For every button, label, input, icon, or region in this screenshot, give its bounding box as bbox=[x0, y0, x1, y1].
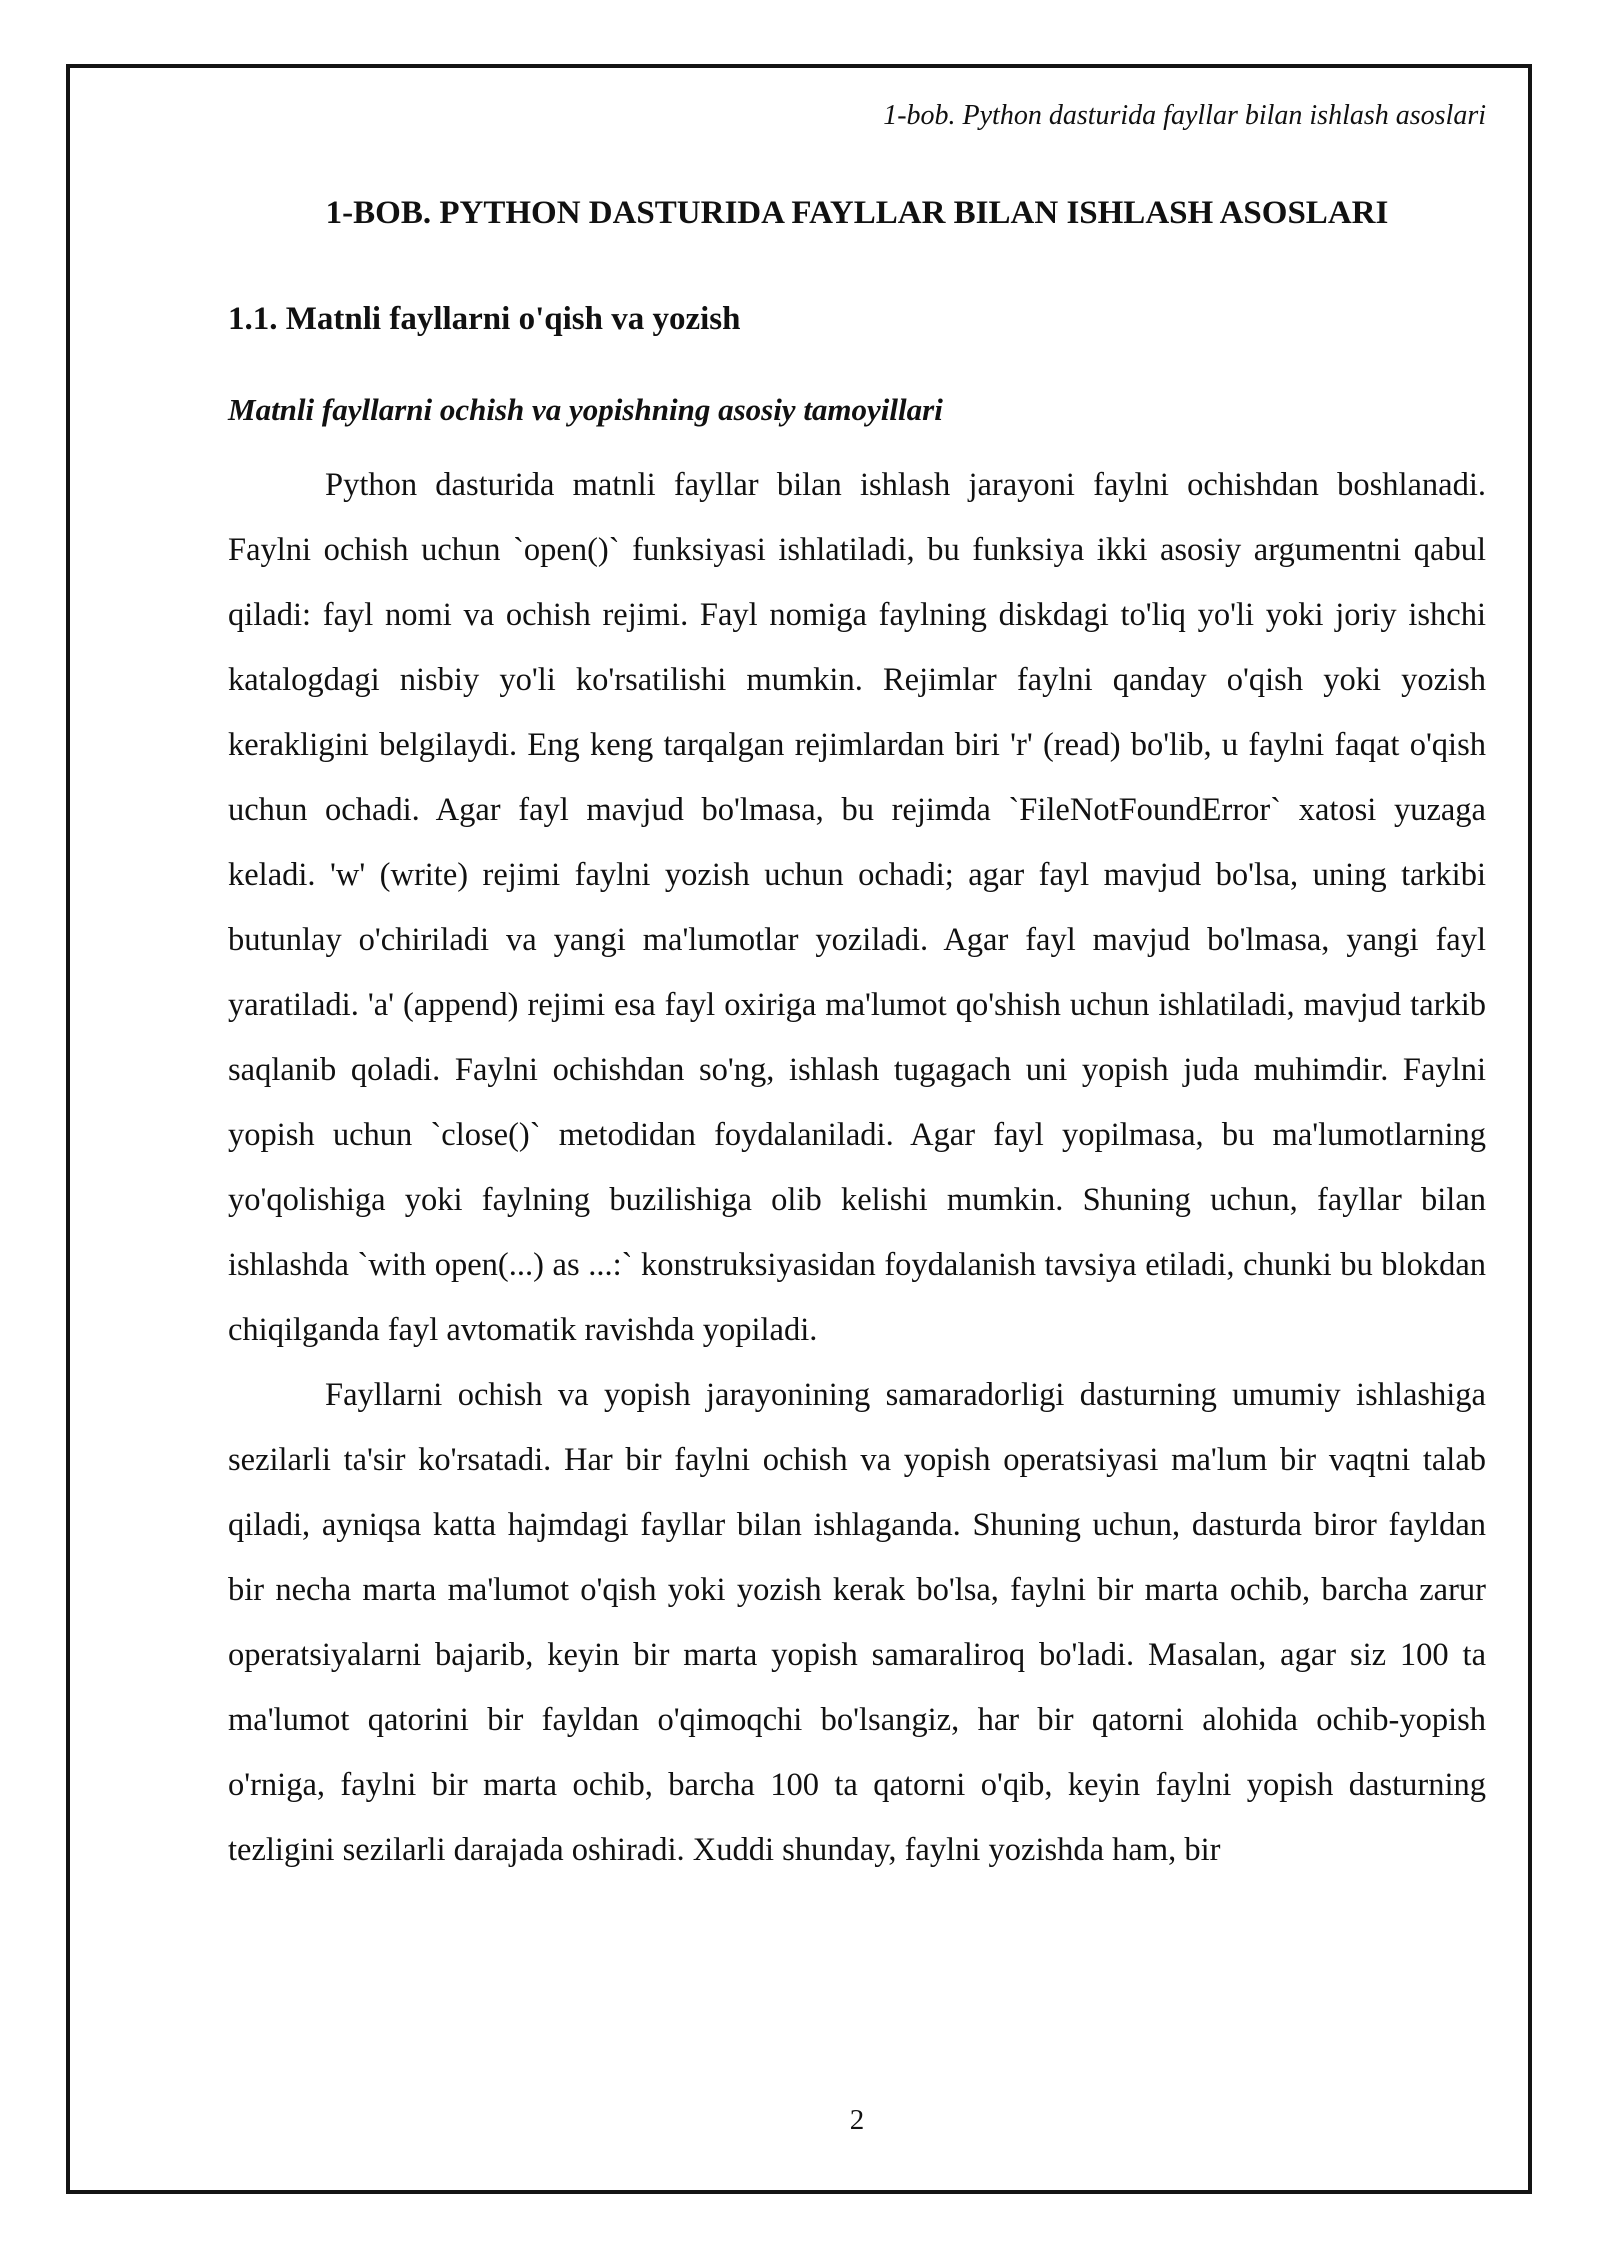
paragraph-2: Fayllarni ochish va yopish jarayonining samaradorligi dasturning umumiy ishlashiga sezilarli ta'sir ko'rsatadi. Har bir faylni ochish va yopish operatsiyasi ma'lum bir vaqtni talab qiladi, ayniqsa katta hajmdagi fayllar bilan ishlaganda. Shuning uchun, dasturda biror fayldan bir necha marta ma'lumot o'qish yoki yozish kerak bo'lsa, faylni bir marta ochib, barcha zarur operatsiyalarni bajarib, keyin bir marta yopish samaraliroq bo'ladi. Masalan, agar siz 100 ta ma'lumot qatorini bir fayldan o'qimoqchi bo'lsangiz, har bir qatorni alohida ochib-yopish o'rniga, faylni bir marta ochib, barcha 100 ta qatorni o'qib, keyin faylni yopish dasturning tezligini sezilarli darajada oshiradi. Xuddi shunday, faylni yozishda ham, bir bbox=[228, 1377, 1486, 1868]
page-number: 2 bbox=[849, 2104, 865, 2136]
section-title: 1.1. Matnli fayllarni o'qish va yozish bbox=[228, 301, 741, 337]
body-text bbox=[228, 453, 1486, 1883]
paragraph-1: Python dasturida matnli fayllar bilan ishlash jarayoni faylni ochishdan boshlanadi. Faylni ochish uchun `open()` funksiyasi ishlatiladi, bu funksiya ikki asosiy argumentni qabul qiladi: fayl nomi va ochish rejimi. Fayl nomiga faylning diskdagi to'liq yo'li yoki joriy ishchi katalogdagi nisbiy yo'li ko'rsatilishi mumkin. Rejimlar faylni qanday o'qish yoki yozish kerakligini belgilaydi. Eng keng tarqalgan rejimlardan biri 'r' (read) bo'lib, u faylni faqat o'qish uchun ochadi. Agar fayl mavjud bo'lmasa, bu rejimda `FileNotFoundError` xatosi yuzaga keladi. 'w' (write) rejimi faylni yozish uchun ochadi; agar fayl mavjud bo'lsa, uning tarkibi butunlay o'chiriladi va yangi ma'lumotlar yoziladi. Agar fayl mavjud bo'lmasa, yangi fayl yaratiladi. 'a' (append) rejimi esa fayl oxiriga ma'lumot qo'shish uchun ishlatiladi, mavjud tarkib saqlanib qoladi. Faylni ochishdan so'ng, ishlash tugagach uni yopish juda muhimdir. Faylni yopish uchun `close()` metodidan foydalaniladi. Agar fayl yopilmasa, bu ma'lumotlarning yo'qolishiga yoki faylning buzilishiga olib kelishi mumkin. Shuning uchun, fayllar bilan ishlashda `with open(...) as ...:` konstruksiyasidan foydalanish tavsiya etiladi, chunki bu blokdan chiqilganda fayl avtomatik ravishda yopiladi. bbox=[228, 467, 1486, 1348]
running-header: 1-bob. Python dasturida fayllar bilan ishlash asoslari bbox=[883, 100, 1486, 131]
subsection-title: Matnli fayllarni ochish va yopishning asosiy tamoyillari bbox=[228, 392, 943, 427]
chapter-title: 1-BOB. PYTHON DASTURIDA FAYLLAR BILAN ISHLASH ASOSLARI bbox=[325, 195, 1389, 231]
